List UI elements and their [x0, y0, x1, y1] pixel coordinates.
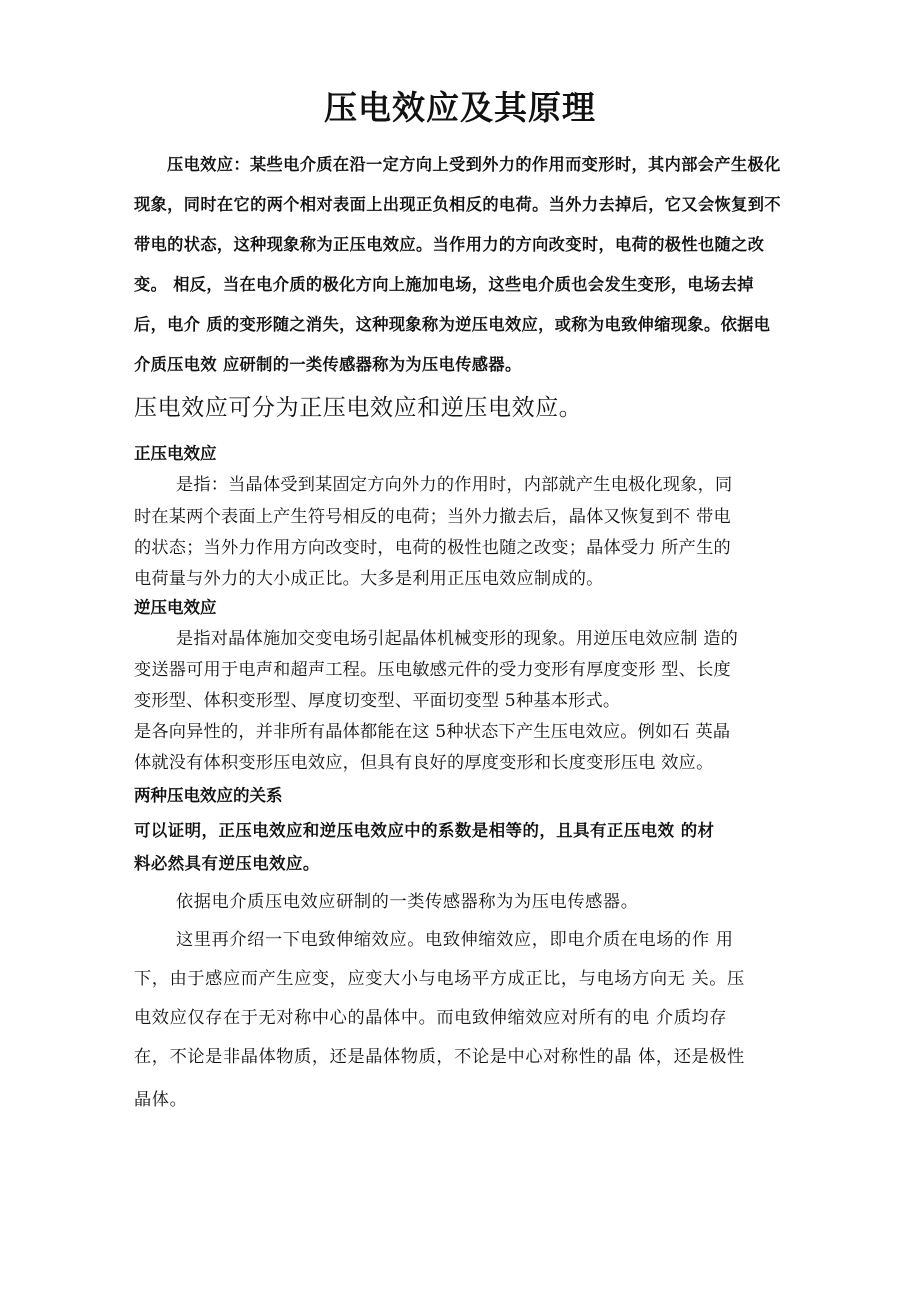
page-title: 压电效应及其原理	[324, 88, 596, 127]
paragraph-line: 是指对晶体施加交变电场引起晶体机械变形的现象。用逆压电效应制 造的	[176, 629, 739, 649]
section-heading-inverse-effect: 逆压电效应	[134, 598, 217, 617]
paragraph-line: 电效应仅存在于无对称中心的晶体中。而电致伸缩效应对所有的电 介质均存	[134, 1008, 728, 1028]
paragraph-line: 的状态；当外力作用方向改变时，电荷的极性也随之改变；晶体受力 所产生的	[134, 538, 731, 558]
paragraph-line: 体就没有体积变形压电效应，但具有良好的厚度变形和长度变形压电 效应。	[134, 753, 714, 773]
section-subtitle: 压电效应可分为正压电效应和逆压电效应。	[134, 395, 583, 421]
paragraph-line: 在，不论是非晶体物质，还是晶体物质，不论是中心对称性的晶 体，还是极性	[134, 1047, 745, 1067]
paragraph-line: 晶体。	[134, 1090, 188, 1110]
intro-line: 后，电介 质的变形随之消失，这种现象称为逆压电效应，或称为电致伸缩现象。依据电	[134, 315, 771, 334]
paragraph-line: 变送器可用于电声和超声工程。压电敏感元件的受力变形有厚度变形 型、长度	[134, 660, 731, 680]
intro-line: 压电效应：某些电介质在沿一定方向上受到外力的作用而变形时，其内部会产生极化	[167, 155, 781, 174]
paragraph-line: 依据电介质压电效应研制的一类传感器称为为压电传感器。	[176, 892, 639, 912]
paragraph-line: 时在某两个表面上产生符号相反的电荷；当外力撤去后，晶体又恢复到不 带电	[134, 507, 731, 527]
section-heading-direct-effect: 正压电效应	[134, 444, 217, 463]
intro-line: 介质压电效 应研制的一类传感器称为为压电传感器。	[134, 355, 522, 374]
paragraph-line: 料必然具有逆压电效应。	[134, 854, 320, 873]
paragraph-line: 变形型、体积变形型、厚度切变型、平面切变型 5种基本形式。	[134, 691, 621, 711]
paragraph-line: 可以证明，正压电效应和逆压电效应中的系数是相等的，且具有正压电效 的材	[134, 821, 715, 840]
intro-line: 现象，同时在它的两个相对表面上出现正负相反的电荷。当外力去掉后，它又会恢复到不	[134, 195, 781, 214]
intro-line: 带电的状态，这种现象称为正压电效应。当作用力的方向改变时，电荷的极性也随之改	[134, 235, 765, 254]
paragraph-line: 是各向异性的，并非所有晶体都能在这 5种状态下产生压电效应。例如石 英晶	[134, 722, 731, 742]
intro-line: 变。 相反，当在电介质的极化方向上施加电场，这些电介质也会发生变形，电场去掉	[134, 275, 754, 294]
paragraph-line: 是指：当晶体受到某固定方向外力的作用时，内部就产生电极化现象，同	[176, 475, 733, 495]
paragraph-line: 这里再介绍一下电致伸缩效应。电致伸缩效应，即电介质在电场的作 用	[176, 930, 734, 950]
paragraph-line: 电荷量与外力的大小成正比。大多是利用正压电效应制成的。	[134, 569, 604, 589]
section-heading-relationship: 两种压电效应的关系	[134, 786, 283, 805]
paragraph-line: 下，由于感应而产生应变，应变大小与电场平方成正比，与电场方向无 关。压	[134, 969, 745, 989]
